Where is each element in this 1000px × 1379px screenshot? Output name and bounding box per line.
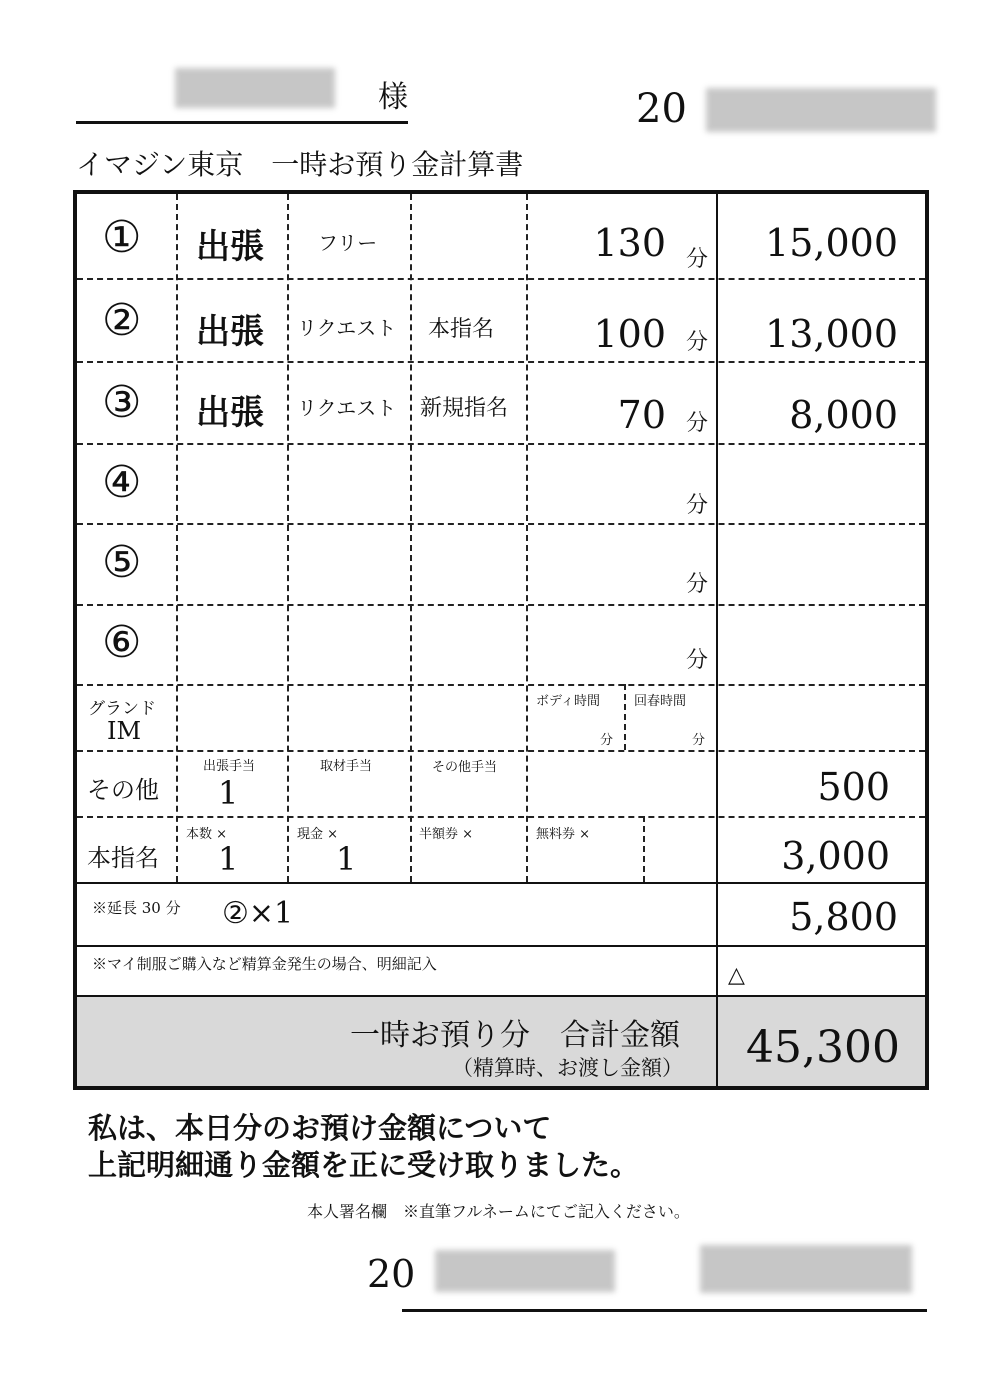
row-3-number: ③ bbox=[102, 377, 142, 428]
total-amount: 45,300 bbox=[746, 1022, 900, 1073]
row-3-course: リクエスト bbox=[297, 396, 397, 420]
other-amount: 500 bbox=[817, 765, 890, 809]
row-line-1 bbox=[77, 278, 925, 280]
signature-redacted bbox=[700, 1245, 912, 1293]
row-2-number: ② bbox=[102, 295, 142, 346]
nomination-label: 本指名 bbox=[87, 844, 159, 872]
row-3-type: 出張 bbox=[196, 393, 264, 433]
row-2-nomination: 本指名 bbox=[428, 317, 495, 342]
row-5-unit: 分 bbox=[686, 572, 709, 597]
col-divider-1 bbox=[176, 194, 178, 882]
total-top-line bbox=[77, 995, 925, 997]
row-line-8 bbox=[77, 816, 925, 818]
row-2-course: リクエスト bbox=[297, 316, 397, 340]
row-1-number: ① bbox=[102, 212, 142, 263]
amount-column-divider bbox=[716, 194, 718, 1086]
col-divider-2 bbox=[287, 194, 289, 882]
row-1-minutes: 130 bbox=[593, 221, 666, 265]
row-6-number: ⑥ bbox=[102, 617, 142, 668]
body-time-unit: 分 bbox=[600, 733, 614, 748]
row-line-5 bbox=[77, 604, 925, 606]
row-3-unit: 分 bbox=[686, 411, 709, 436]
grand-split-divider bbox=[624, 684, 626, 750]
customer-name-redacted bbox=[175, 68, 335, 108]
customer-name-line bbox=[76, 121, 408, 124]
body-time-label: ボディ時間 bbox=[536, 694, 600, 709]
rejuv-time-unit: 分 bbox=[692, 733, 706, 748]
col-divider-4 bbox=[526, 194, 528, 882]
extension-label: ※延長 30 分 bbox=[92, 899, 181, 917]
note-text: ※マイ制服ご購入など精算金発生の場合、明細記入 bbox=[92, 955, 437, 973]
document-title: イマジン東京 一時お預り金計算書 bbox=[76, 148, 524, 181]
rejuv-time-label: 回春時間 bbox=[634, 694, 687, 709]
row-3-nomination: 新規指名 bbox=[420, 396, 509, 421]
nomination-amount: 3,000 bbox=[781, 834, 890, 878]
statement-line-2: 上記明細通り金額を正に受け取りました。 bbox=[88, 1148, 640, 1182]
row-3-amount: 8,000 bbox=[789, 393, 898, 437]
trip-allowance-label: 出張手当 bbox=[203, 759, 256, 774]
nomination-count-label: 本数 × bbox=[186, 827, 228, 842]
row-line-4 bbox=[77, 523, 925, 525]
nomination-count-value: 1 bbox=[218, 840, 239, 878]
row-5-number: ⑤ bbox=[102, 537, 142, 588]
row-4-number: ④ bbox=[102, 457, 142, 508]
row-line-3 bbox=[77, 443, 925, 445]
row-1-course: フリー bbox=[318, 231, 378, 255]
signature-line bbox=[402, 1309, 927, 1312]
row-3-minutes: 70 bbox=[617, 393, 666, 437]
row-6-unit: 分 bbox=[686, 648, 709, 673]
coupon-split-divider bbox=[643, 816, 645, 882]
other-label: その他 bbox=[87, 776, 159, 804]
row-line-6 bbox=[77, 684, 925, 686]
row-2-type: 出張 bbox=[196, 312, 264, 352]
cash-label: 現金 × bbox=[297, 827, 339, 842]
signature-date-redacted bbox=[435, 1250, 615, 1292]
half-coupon-label: 半額券 × bbox=[419, 827, 474, 842]
row-1-amount: 15,000 bbox=[765, 221, 898, 265]
row-line-2 bbox=[77, 361, 925, 363]
signature-date-prefix: 20 bbox=[367, 1252, 416, 1296]
note-top-line bbox=[77, 945, 925, 947]
cash-value: 1 bbox=[336, 840, 357, 878]
total-label: 一時お預り分 合計金額 bbox=[350, 1018, 680, 1053]
date-redacted bbox=[706, 88, 936, 132]
date-prefix: 20 bbox=[636, 86, 687, 132]
row-4-unit: 分 bbox=[686, 493, 709, 518]
col-divider-3 bbox=[410, 194, 412, 882]
total-sub: （精算時、お渡し金額） bbox=[452, 1056, 683, 1080]
other-allowance-label: その他手当 bbox=[432, 760, 498, 775]
row-2-minutes: 100 bbox=[593, 312, 666, 356]
row-line-7 bbox=[77, 750, 925, 752]
row-1-type: 出張 bbox=[196, 227, 264, 267]
honorific: 様 bbox=[378, 80, 408, 115]
grand-label-2: IM bbox=[107, 717, 142, 745]
free-coupon-label: 無料券 × bbox=[536, 827, 591, 842]
row-2-amount: 13,000 bbox=[765, 312, 898, 356]
extension-top-line bbox=[77, 882, 925, 884]
row-1-unit: 分 bbox=[686, 247, 709, 272]
note-amount: △ bbox=[728, 963, 745, 988]
statement-line-1: 私は、本日分のお預け金額について bbox=[88, 1111, 552, 1145]
trip-allowance-value: 1 bbox=[218, 774, 239, 812]
extension-amount: 5,800 bbox=[789, 895, 898, 939]
row-2-unit: 分 bbox=[686, 330, 709, 355]
material-allowance-label: 取材手当 bbox=[320, 759, 373, 774]
extension-value: ②×1 bbox=[222, 896, 294, 931]
signature-note: 本人署名欄 ※直筆フルネームにてご記入ください。 bbox=[307, 1202, 690, 1221]
grand-label-1: グランド bbox=[88, 699, 156, 719]
